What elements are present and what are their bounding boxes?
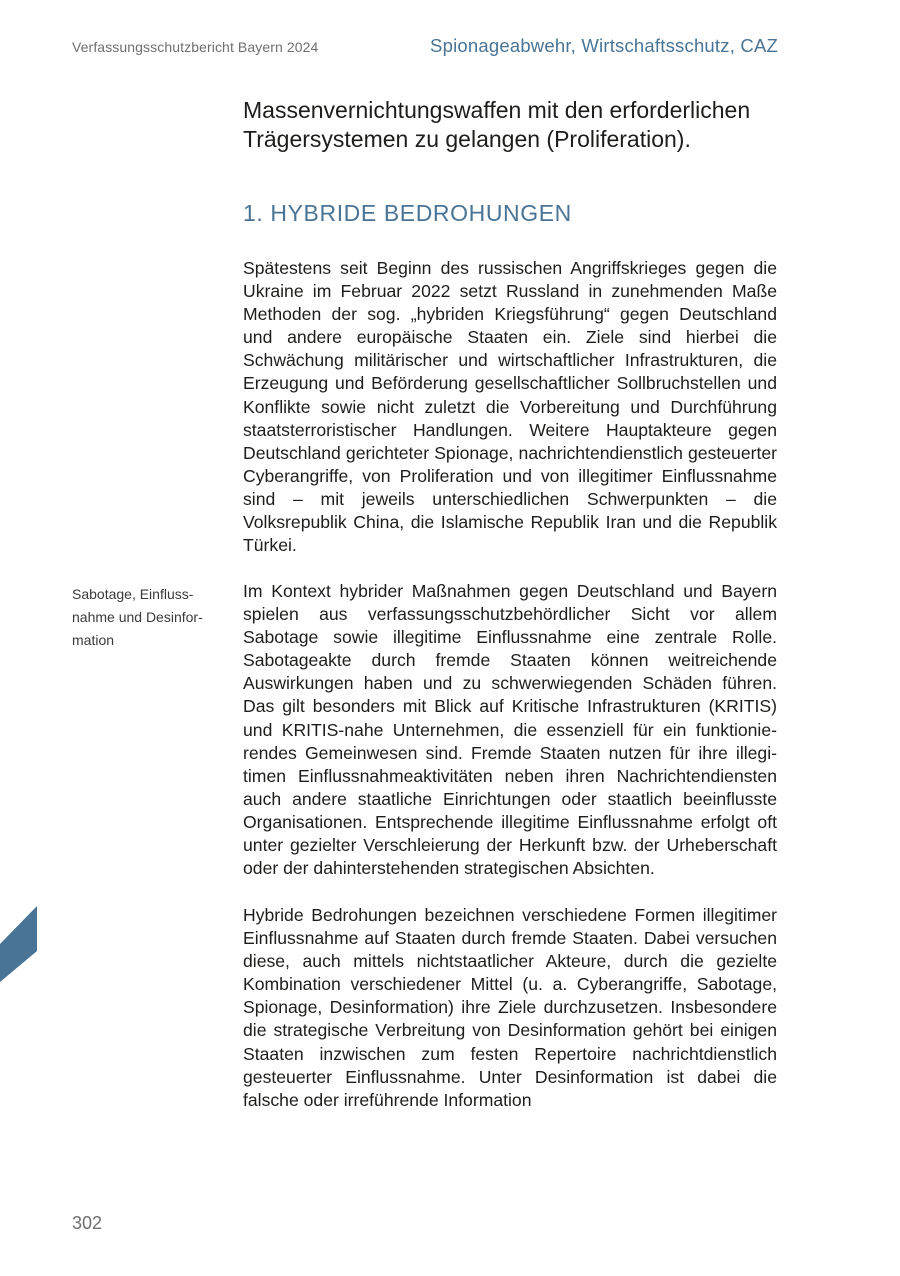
section-number: 1. bbox=[243, 200, 264, 226]
paragraph-2: Im Kontext hybrider Maßnahmen gegen Deutschland und Bayern spielen aus verfassungsschutzbehördlicher Sicht vor allem Sabotage sowie illegitime Einflussnahme eine zentrale Rolle. Sabotageakte durch fremde Staaten können weitreichende Auswirkungen haben und zu schwerwiegenden Schäden führen. Das gilt besonders mit Blick auf Kritische Infrastrukturen (KRITIS) und KRITIS-nahe Unternehmen, die essenziell für ein funktionierendes Gemeinwesen sind. Fremde Staaten nutzen für ihre illegitimen Einflussnahmeaktivitäten neben ihren Nachrichtendiensten auch andere staatliche Einrichtungen oder staatlich beeinflusste Organisationen. Entsprechende illegitime Einflussnahme erfolgt oft unter gezielter Verschleierung der Herkunft bzw. der Urheberschaft oder der dahinterstehenden strategischen Absichten. bbox=[243, 581, 777, 879]
side-tab-marker bbox=[0, 906, 37, 982]
report-title: Verfassungsschutzbericht Bayern 2024 bbox=[72, 39, 319, 55]
intro-text: Massenvernichtungswaffen mit den erforderlichen Trägersystemen zu gelangen (Proliferation). bbox=[243, 97, 751, 152]
chapter-title: Spionageabwehr, Wirtschaftsschutz, CAZ bbox=[430, 35, 778, 56]
section-heading bbox=[243, 200, 777, 227]
page-number: 302 bbox=[72, 1213, 103, 1233]
section-title: HYBRIDE BEDROHUNGEN bbox=[270, 200, 572, 226]
margin-note: Sabotage, Einflussnahme und Desinformation bbox=[72, 586, 203, 648]
paragraph-1: Spätestens seit Beginn des russischen Angriffskrieges gegen die Ukraine im Februar 2022 setzt Russland in zunehmenden Maße Methoden der sog. „hybriden Kriegsführung“ gegen Deutschland und andere europäische Staaten ein. Ziele sind hierbei die Schwächung militärischer und wirtschaftlicher Infrastrukturen, die Erzeugung und Beförderung gesellschaftlicher Sollbruchstellen und Konflikte sowie nicht zuletzt die Vorbereitung und Durchführung staatsterroristischer Handlungen. Weitere Hauptakteure gegen Deutschland gerichteter Spionage, nachrichtendienstlich gesteuerter Cyberangriffe, von Proliferation und von illegitimer Einflussnahme sind – mit jeweils unterschiedlichen Schwerpunkten – die Volksrepublik China, die Islamische Republik Iran und die Republik Türkei. bbox=[243, 258, 777, 556]
paragraph-3: Hybride Bedrohungen bezeichnen verschiedene Formen illegitimer Einflussnahme auf Staaten durch fremde Staaten. Dabei versuchen diese, auch mittels nichtstaatlicher Akteure, durch die gezielte Kombination verschiedener Mittel (u. a. Cyberangriffe, Sabotage, Spionage, Desinformation) ihre Ziele durchzusetzen. Insbesondere die strategische Verbreitung von Desinformation gehört bei einigen Staaten inzwischen zum festen Repertoire nachrichtdienstlich gesteuerter Einflussnahme. Unter Desinformation ist dabei die falsche oder irreführende Information bbox=[243, 905, 777, 1110]
side-tab-shape bbox=[0, 906, 37, 982]
